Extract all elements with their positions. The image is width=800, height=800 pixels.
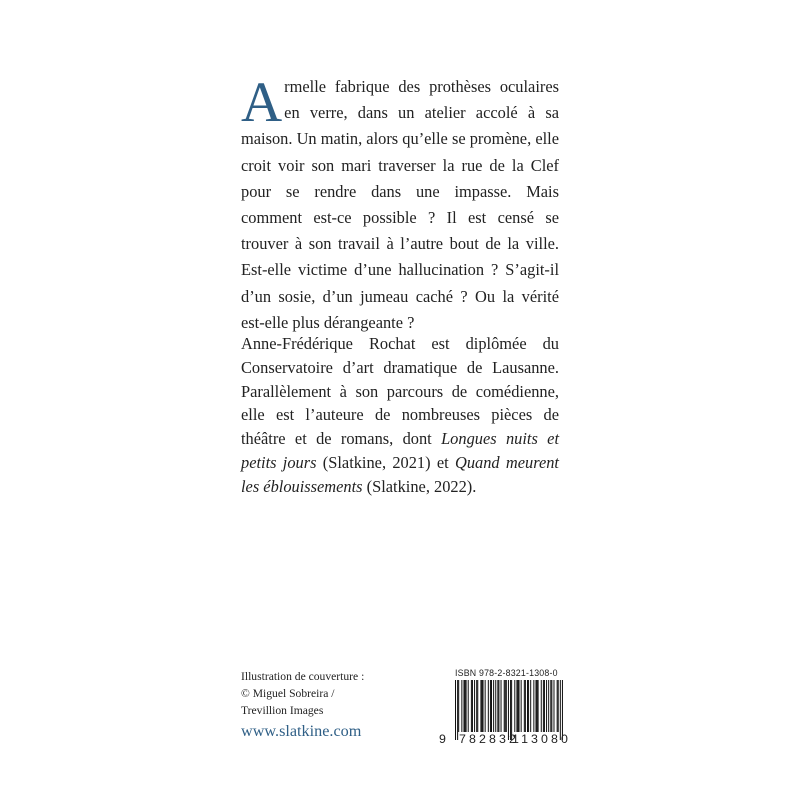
barcode-bar: [506, 680, 507, 732]
barcode-bar: [546, 680, 547, 732]
barcode-bar: [480, 680, 481, 732]
isbn-label: ISBN 978-2-8321-1308-0: [455, 668, 558, 678]
barcode-bar: [511, 680, 512, 740]
drop-cap: A: [241, 71, 283, 134]
barcode-bar: [548, 680, 549, 732]
barcode-bar: [472, 680, 473, 732]
blurb-line: rmelle fabrique des prothèses oculaires: [284, 77, 559, 96]
barcode-bar: [560, 680, 561, 740]
blurb-line: ville. Est-elle victime d’une hallucination ?: [241, 234, 559, 280]
barcode-bar: [504, 680, 505, 732]
barcode-bar: [491, 680, 492, 732]
barcode-bar: [485, 680, 486, 732]
barcode-digits-right: 113080: [512, 732, 572, 746]
barcode-bar: [537, 680, 538, 732]
illustration-credit: [241, 668, 401, 719]
barcode-bar: [525, 680, 526, 732]
isbn-barcode-block: [431, 668, 572, 748]
author-bio-paragraph: [241, 332, 559, 499]
barcode-bar: [490, 680, 491, 732]
bio-text: (Slatkine, 2022).: [362, 476, 477, 496]
barcode-bar: [458, 680, 459, 732]
book-title-1: Longues nuits et petits jours: [241, 429, 559, 472]
barcode-bar: [557, 680, 558, 732]
barcode-bar: [508, 680, 509, 740]
barcode-bar: [550, 680, 551, 732]
barcode-bar: [477, 680, 478, 732]
barcode-bar: [493, 680, 494, 732]
credit-line: © Miguel Sobreira /: [241, 687, 335, 700]
barcode-bar: [544, 680, 545, 732]
barcode-icon: [455, 680, 563, 740]
barcode-bar: [528, 680, 529, 732]
blurb-line: trouver à son travail à l’autre bout de la: [241, 234, 526, 254]
credit-line: Illustration de couverture :: [241, 670, 365, 683]
barcode-bar: [468, 680, 469, 732]
barcode-bar: [501, 680, 502, 732]
barcode-bar: [530, 680, 531, 732]
barcode-bar: [457, 680, 458, 740]
blurb-line: S’agit-il d’un sosie, d’un jumeau caché ? Ou: [241, 260, 559, 306]
barcode-bar: [466, 680, 467, 732]
barcode-bar: [461, 680, 462, 732]
barcode-bar: [553, 680, 554, 732]
publisher-website: www.slatkine.com: [241, 722, 362, 740]
barcode-lead-digit: 9: [439, 732, 449, 746]
blurb-line: la vérité est-elle plus dérangeante ?: [241, 286, 559, 332]
barcode-bar: [527, 680, 528, 732]
barcode-bar: [510, 680, 511, 740]
barcode-bar: [488, 680, 489, 732]
barcode-bar: [455, 680, 456, 740]
barcode-bar: [483, 680, 484, 732]
synopsis-blurb: [241, 71, 559, 336]
blurb-line: elle croit voir son mari traverser la rue de la: [241, 129, 559, 175]
barcode-bar: [533, 680, 534, 732]
barcode-bar: [541, 680, 542, 732]
blurb-line: en verre, dans un atelier accolé à sa: [284, 103, 559, 123]
blurb-line: maison. Un matin, alors qu’elle se promène,: [241, 129, 536, 149]
barcode-digits-left: 782832: [459, 732, 519, 746]
barcode-bar: [498, 680, 499, 732]
blurb-line: Clef pour se rendre dans une impasse. Mais: [241, 155, 559, 201]
blurb-line: comment est-ce possible ? Il est censé se: [241, 208, 559, 228]
barcode-bar: [471, 680, 472, 732]
barcode-bar: [495, 680, 496, 732]
barcode-bar: [463, 680, 464, 732]
author-bio: [241, 332, 559, 499]
barcode-bar: [465, 680, 466, 732]
credit-line: Trevillion Images: [241, 704, 324, 717]
barcode-bar: [562, 680, 563, 740]
barcode-bar: [481, 680, 482, 732]
barcode-bar: [516, 680, 517, 732]
barcode-bar: [558, 680, 559, 732]
bio-text: Anne-Frédérique Rochat est diplômée du Conservatoire d’art dramatique de Lausanne. Parallèlement à son parcours de comédienne, elle est l’auteure de nombreuses pièces de théâtre et de romans, dont: [241, 334, 559, 449]
barcode-bar: [476, 680, 477, 732]
barcode-bar: [505, 680, 506, 732]
barcode-bar: [551, 680, 552, 732]
barcode-bar: [519, 680, 520, 732]
barcode-bar: [517, 680, 518, 732]
barcode-bar: [497, 680, 498, 732]
barcode-bar: [521, 680, 522, 732]
barcode-bar: [543, 680, 544, 732]
book-title-2: Quand meurent les éblouissements: [241, 452, 559, 496]
barcode-bar: [474, 680, 475, 732]
barcode-bar: [538, 680, 539, 732]
barcode-bar: [514, 680, 515, 732]
barcode-bar: [524, 680, 525, 732]
bio-text: (Slatkine, 2021) et: [316, 452, 455, 472]
barcode-bar: [535, 680, 536, 732]
